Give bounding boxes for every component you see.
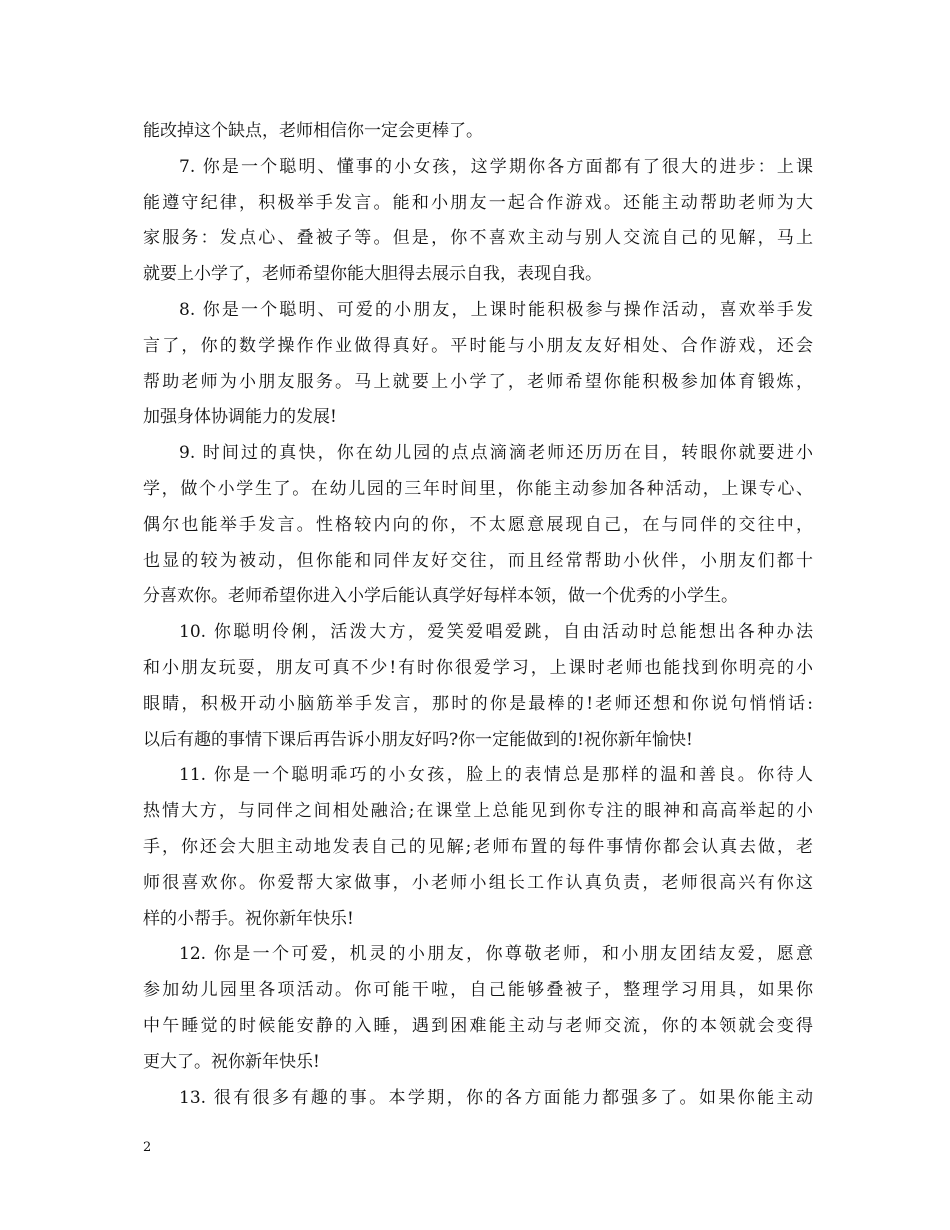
text-line: 能改掉这个缺点，老师相信你一定会更棒了。 [143, 121, 483, 141]
text-line: 参加幼儿园里各项活动。你可能干啦，自己能够叠被子，整理学习用具，如果你 [143, 980, 813, 1001]
text-line: 热情大方，与同伴之间相处融洽;在课堂上总能见到你专注的眼神和高高举起的小 [143, 801, 813, 822]
text-line: 8. 你是一个聪明、可爱的小朋友，上课时能积极参与操作活动，喜欢举手发 [179, 299, 813, 320]
paragraph-11 [143, 758, 813, 937]
text-line: 学，做个小学生了。在幼儿园的三年时间里，你能主动参加各种活动，上课专心、 [143, 478, 813, 499]
text-line: 帮助老师为小朋友服务。马上就要上小学了，老师希望你能积极参加体育锻炼， [143, 371, 813, 392]
text-line: 手，你还会大胆主动地发表自己的见解;老师布置的每件事情你都会认真去做，老 [143, 836, 813, 857]
text-line: 9. 时间过的真快，你在幼儿园的点点滴滴老师还历历在目，转眼你就要进小 [179, 443, 813, 464]
text-line: 和小朋友玩耍，朋友可真不少!有时你很爱学习，上课时老师也能找到你明亮的小 [143, 657, 813, 678]
document-body [143, 114, 813, 1116]
text-line: 13. 很有很多有趣的事。本学期，你的各方面能力都强多了。如果你能主动 [179, 1087, 813, 1108]
text-line: 眼睛，积极开动小脑筋举手发言，那时的你是最棒的!老师还想和你说句悄悄话: [143, 693, 813, 714]
text-line: 家服务：发点心、叠被子等。但是，你不喜欢主动与别人交流自己的见解，马上 [143, 228, 813, 249]
text-line: 偶尔也能举手发言。性格较内向的你，不太愿意展现自己，在与同伴的交往中， [143, 514, 813, 535]
text-line: 就要上小学了，老师希望你能大胆得去展示自我，表现自我。 [143, 264, 602, 285]
paragraph-12 [143, 937, 813, 1080]
text-line: 7. 你是一个聪明、懂事的小女孩，这学期你各方面都有了很大的进步：上课 [179, 156, 813, 177]
paragraph-13 [143, 1081, 813, 1117]
text-line: 也显的较为被动，但你能和同伴友好交往，而且经常帮助小伙伴，小朋友们都十 [143, 550, 813, 571]
text-line: 12. 你是一个可爱，机灵的小朋友，你尊敬老师，和小朋友团结友爱，愿意 [179, 944, 813, 965]
text-line: 言了，你的数学操作作业做得真好。平时能与小朋友友好相处、合作游戏，还会 [143, 335, 813, 356]
text-line: 师很喜欢你。你爱帮大家做事，小老师小组长工作认真负责，老师很高兴有你这 [143, 872, 813, 893]
text-line: 10. 你聪明伶俐，活泼大方，爱笑爱唱爱跳，自由活动时总能想出各种办法 [179, 622, 813, 643]
paragraph-8 [143, 293, 813, 436]
text-line: 加强身体协调能力的发展! [143, 407, 337, 428]
paragraph-9 [143, 436, 813, 615]
text-line: 11. 你是一个聪明乖巧的小女孩，脸上的表情总是那样的温和善良。你待人 [179, 765, 813, 786]
text-line: 样的小帮手。祝你新年快乐! [143, 908, 354, 929]
text-line: 中午睡觉的时候能安静的入睡，遇到困难能主动与老师交流，你的本领就会变得 [143, 1015, 813, 1036]
text-line: 以后有趣的事情下课后再告诉小朋友好吗?你一定能做到的!祝你新年愉快! [143, 729, 693, 750]
paragraph-continuation [143, 114, 813, 150]
text-line: 能遵守纪律，积极举手发言。能和小朋友一起合作游戏。还能主动帮助老师为大 [143, 192, 813, 213]
text-line: 分喜欢你。老师希望你进入小学后能认真学好每样本领，做一个优秀的小学生。 [143, 586, 738, 607]
paragraph-7 [143, 150, 813, 293]
paragraph-10 [143, 615, 813, 758]
page-number: 2 [143, 1140, 152, 1155]
text-line: 更大了。祝你新年快乐! [143, 1051, 320, 1072]
